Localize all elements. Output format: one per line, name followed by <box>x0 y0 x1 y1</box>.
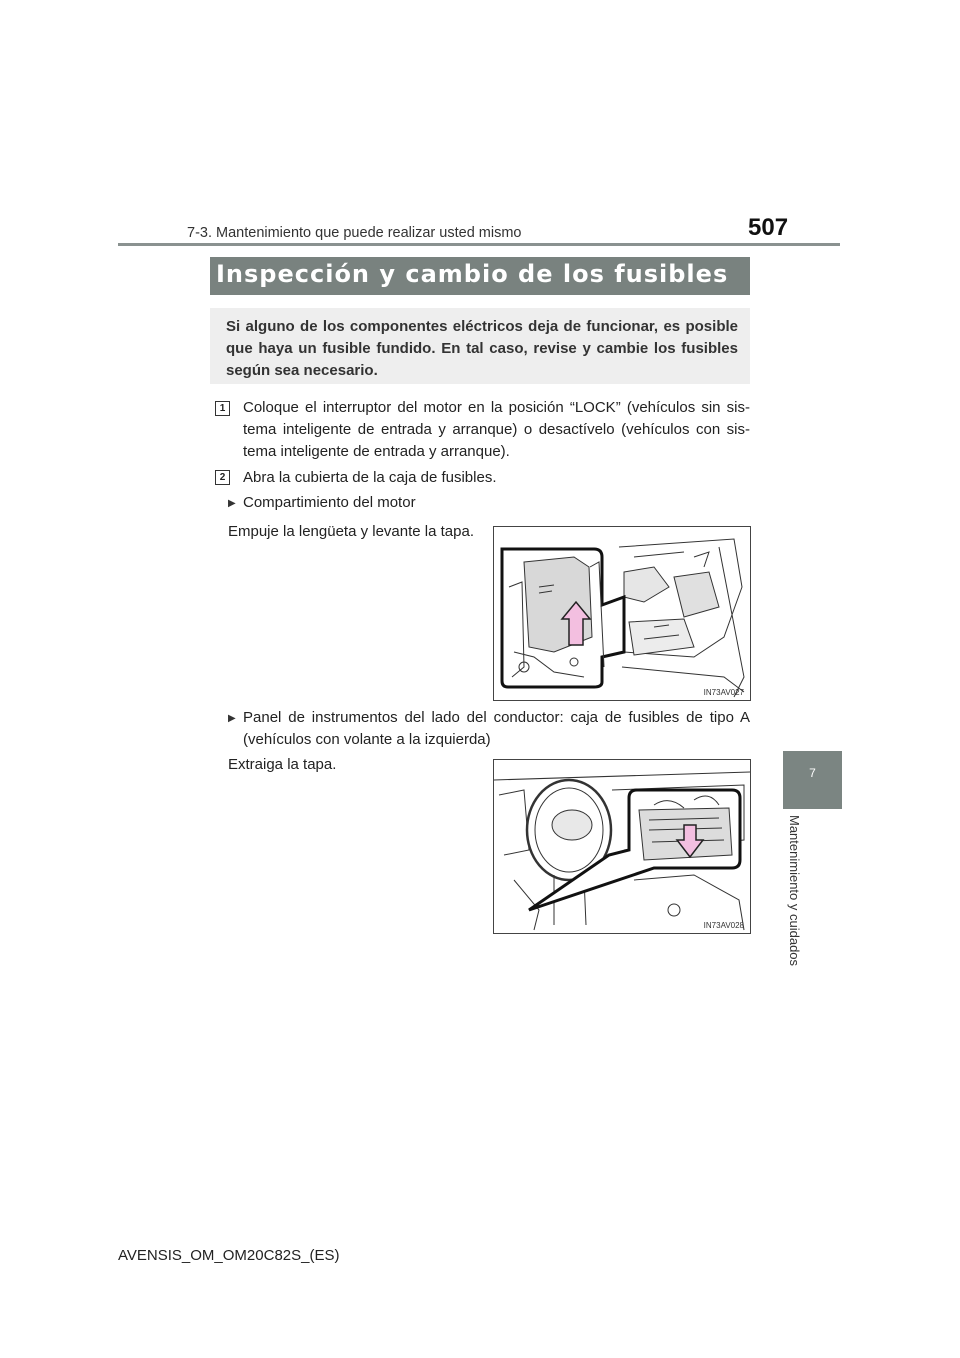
chapter-number: 7 <box>809 766 816 780</box>
step-text: Coloque el interruptor del motor en la posición “LOCK” (vehículos sin sis-tema inteligente de entrada y arranque) o desactívelo (vehículos con sis-tema inteligente de entrada y arranque). <box>243 399 750 460</box>
instruction-text: Empuje la lengüeta y levante la tapa. <box>228 523 474 540</box>
step-number-badge: 1 <box>215 401 230 416</box>
page-number: 507 <box>748 214 789 241</box>
chapter-label: Mantenimiento y cuidados <box>787 815 802 967</box>
intro-text: Si alguno de los componentes eléctricos deja de funcionar, es posible que haya un fusible fundido. En tal caso, revise y cambie los fusibles según sea necesario. <box>226 318 738 379</box>
instrument-panel-figure <box>493 759 751 934</box>
dashboard-fusebox-illustration <box>494 760 750 933</box>
step-text: Abra la cubierta de la caja de fusibles. <box>243 469 497 486</box>
bullet-triangle-icon: ▶ <box>228 498 236 509</box>
document-footer: AVENSIS_OM_OM20C82S_(ES) <box>118 1247 340 1264</box>
page-title: Inspección y cambio de los fusibles <box>216 260 729 288</box>
header-rule <box>118 243 840 246</box>
figure-code: IN73AV028 <box>703 921 744 930</box>
subsection-heading: Panel de instrumentos del lado del conductor: caja de fusibles de tipo A (vehículos con volante a la izquierda) <box>243 709 750 748</box>
section-header: 7-3. Mantenimiento que puede realizar usted mismo <box>187 225 522 241</box>
bullet-triangle-icon: ▶ <box>228 713 236 724</box>
instruction-text: Extraiga la tapa. <box>228 756 337 773</box>
subsection-heading: Compartimiento del motor <box>243 494 416 511</box>
engine-fusebox-illustration <box>494 527 750 700</box>
figure-code: IN73AV027 <box>703 688 744 697</box>
chapter-tab <box>783 751 842 809</box>
step-number-badge: 2 <box>215 470 230 485</box>
engine-compartment-figure <box>493 526 751 701</box>
